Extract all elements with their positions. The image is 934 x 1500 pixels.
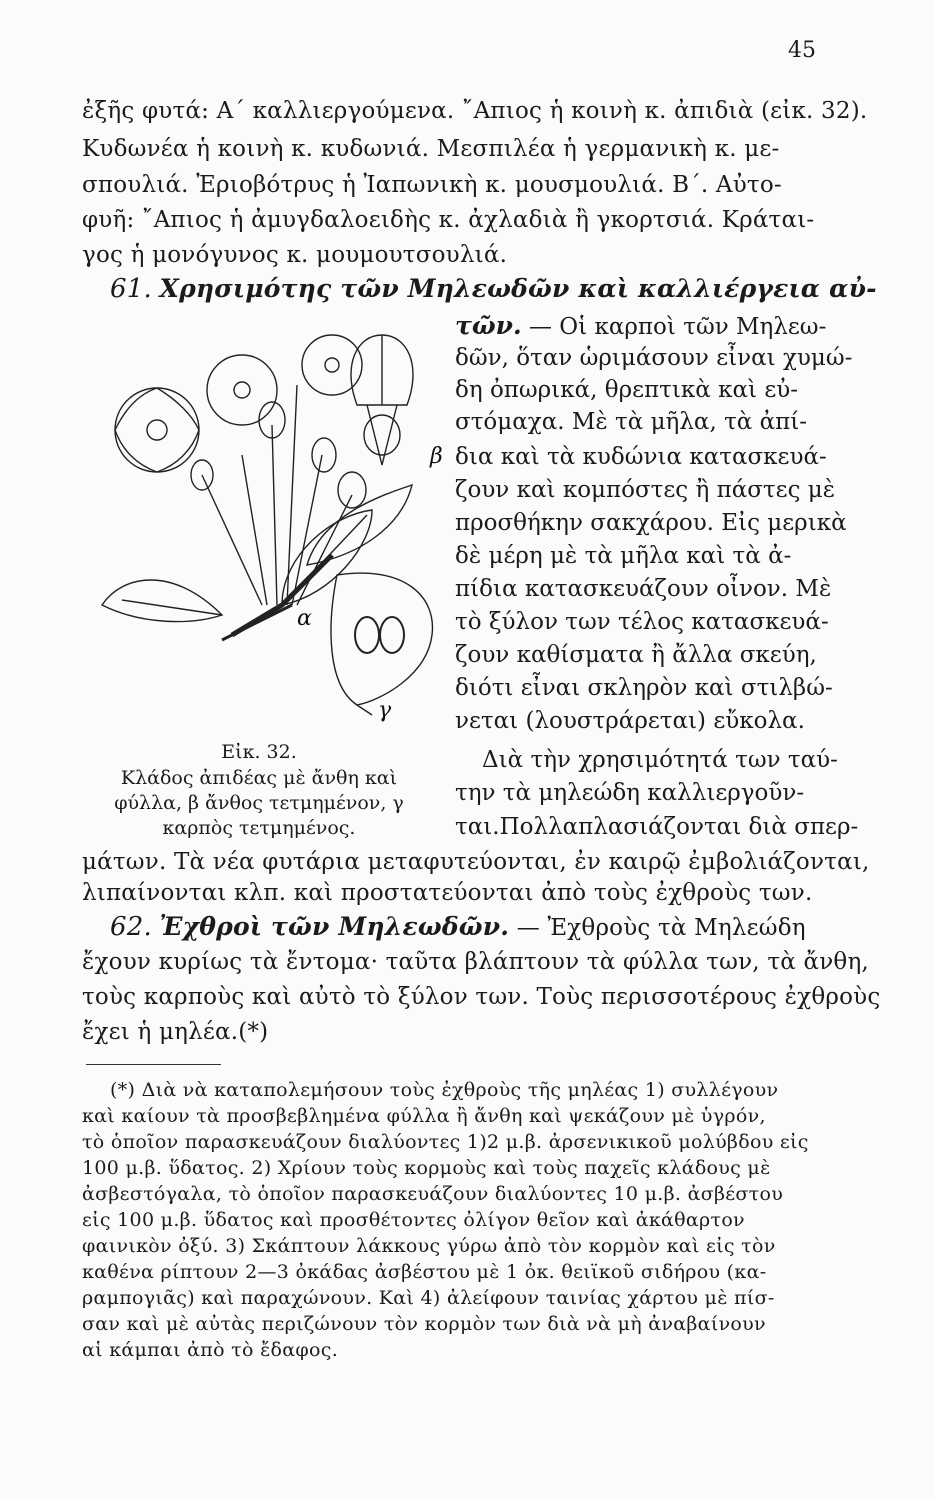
figure-caption-line: φύλλα, β ἄνθος τετμημένον, γ [114,792,404,814]
column-line: ται.Πολλαπλασιάζονται διὰ σπερ- [455,814,859,840]
section-number: 62. [110,912,152,942]
intro-line: φυῆ: ῎Απιος ἡ ἀμυγδαλοειδὴς κ. ἀχλαδιὰ ἢ γκορτσιά. Κράται- [82,207,815,233]
section-62-heading [110,912,806,943]
figure-caption-title: Εἰκ. 32. [221,741,297,763]
body-line: μάτων. Τὰ νέα φυτάρια μεταφυτεύονται, ἐν καιρῷ ἐμβολιάζονται, [82,849,870,875]
footnote-line: σαν καὶ μὲ αὐτὰς περιζώνουν τὸν κορμὸν των διὰ νὰ μὴ ἀναβαίνουν [82,1313,766,1335]
figure-caption-line: καρπὸς τετμημένος. [162,817,356,839]
section-61-heading [110,274,877,305]
column-line: δῶν, ὅταν ὡριμάσουν εἶναι χυμώ- [455,345,853,371]
section-title-cont: τῶν. [455,311,522,340]
column-line: προσθήκην σακχάρου. Εἰς μερικὰ [455,510,847,536]
body-line: ἔχουν κυρίως τὰ ἔντομα· ταῦτα βλάπτουν τὰ φύλλα των, τὰ ἄνθη, [82,949,869,975]
column-line: ζουν καθίσματα ἢ ἄλλα σκεύη, [455,642,817,668]
footnote-line: τὸ ὁποῖον παρασκευάζουν διαλύοντες 1)2 μ.β. ἀρσενικικοῦ μολύβδου εἰς [82,1131,809,1153]
column-line: πίδια κατασκευάζουν οἶνον. Μὲ [455,576,832,602]
column-line: στόμαχα. Μὲ τὰ μῆλα, τὰ ἀπί- [455,409,808,435]
footnote-line: ἀσβεστόγαλα, τὸ ὁποῖον παρασκευάζουν διαλύοντες 10 μ.β. ἀσβέστου [82,1183,784,1205]
figure-caption-line: Κλάδος ἀπιδέας μὲ ἄνθη καὶ [120,767,398,789]
column-line: τὸ ξύλον των τέλος κατασκευά- [455,609,829,635]
intro-line: ἐξῆς φυτά: Α΄ καλλιεργούμενα. ῎Απιος ἡ κοινὴ κ. ἀπιδιὰ (εἰκ. 32). [82,98,868,124]
column-line: Διὰ τὴν χρησιμότητά των ταύ- [482,747,838,773]
body-line: τοὺς καρποὺς καὶ αὐτὸ τὸ ξύλον των. Τοὺς περισσοτέρους ἐχθροὺς [82,984,881,1010]
section-61-first-line [455,311,826,342]
pear-branch-illustration [82,305,442,735]
intro-line: γος ἡ μονόγυνος κ. μουμουτσουλιά. [82,242,508,268]
label-c: γ [378,698,392,723]
footnote-line: αἱ κάμπαι ἀπὸ τὸ ἔδαφος. [82,1339,339,1361]
footnote-line: καὶ καίουν τὰ προσβεβλημένα φύλλα ἢ ἄνθη καὶ ψεκάζουν μὲ ὑγρόν, [82,1105,766,1127]
intro-line: σπουλιά. Ἐριοβότρυς ἡ Ἰαπωνικὴ κ. μουσμουλιά. Β΄. Αὐτο- [82,172,782,198]
footnote-line: φαινικὸν ὀξύ. 3) Σκάπτουν λάκκους γύρω ἀπὸ τὸν κορμὸν καὶ εἰς τὸν [82,1235,776,1257]
footnote-line: (*) Διὰ νὰ καταπολεμήσουν τοὺς ἐχθροὺς τῆς μηλέας 1) συλλέγουν [110,1079,779,1101]
label-a: α [297,606,312,631]
body-text: — Οἱ καρποὶ τῶν Μηλεω- [529,314,827,340]
footnote-line: 100 μ.β. ὕδατος. 2) Χρίουν τοὺς κορμοὺς καὶ τοὺς παχεῖς κλάδους μὲ [82,1157,771,1179]
footnote-line: καθένα ρίπτουν 2—3 ὀκάδας ἀσβέστου μὲ 1 ὀκ. θειϊκοῦ σιδήρου (κα- [82,1261,767,1283]
intro-line: Κυδωνέα ἡ κοινὴ κ. κυδωνιά. Μεσπιλέα ἡ γερμανικὴ κ. με- [82,136,780,162]
column-line: νεται (λουστράρεται) εὔκολα. [455,708,805,734]
column-line: δη ὀπωρικά, θρεπτικὰ καὶ εὐ- [455,377,798,403]
page-number: 45 [788,38,816,63]
column-line: δια καὶ τὰ κυδώνια κατασκευά- [455,444,827,470]
column-line: ζουν καὶ κομπόστες ἢ πάστες μὲ [455,477,836,503]
column-line: δὲ μέρη μὲ τὰ μῆλα καὶ τὰ ἀ- [455,543,792,569]
section-title: Ἐχθροὶ τῶν Μηλεωδῶν. [159,912,510,941]
body-line: λιπαίνονται κλπ. καὶ προστατεύονται ἀπὸ τοὺς ἐχθροὺς των. [82,880,813,906]
section-number: 61. [110,274,152,304]
footnote-line: ραμπογιᾶς) καὶ παραχώνουν. Καὶ 4) ἀλείφουν ταινίας χάρτου μὲ πίσ- [82,1287,775,1309]
body-text: — Ἐχθροὺς τὰ Μηλεώδη [516,915,806,941]
footnote-divider [86,1064,221,1065]
label-b: β [430,444,442,469]
column-line: διότι εἶναι σκληρὸν καὶ στιλβώ- [455,675,833,701]
section-title: Χρησιμότης τῶν Μηλεωδῶν καὶ καλλιέργεια αὐ- [159,274,877,303]
footnote-line: εἰς 100 μ.β. ὕδατος καὶ προσθέτοντες ὀλίγον θεῖον καὶ ἀκάθαρτον [82,1209,745,1231]
botanical-drawing [82,305,442,735]
column-line: την τὰ μηλεώδη καλλιεργοῦν- [455,780,805,806]
body-line: ἔχει ἡ μηλέα.(*) [82,1019,269,1045]
